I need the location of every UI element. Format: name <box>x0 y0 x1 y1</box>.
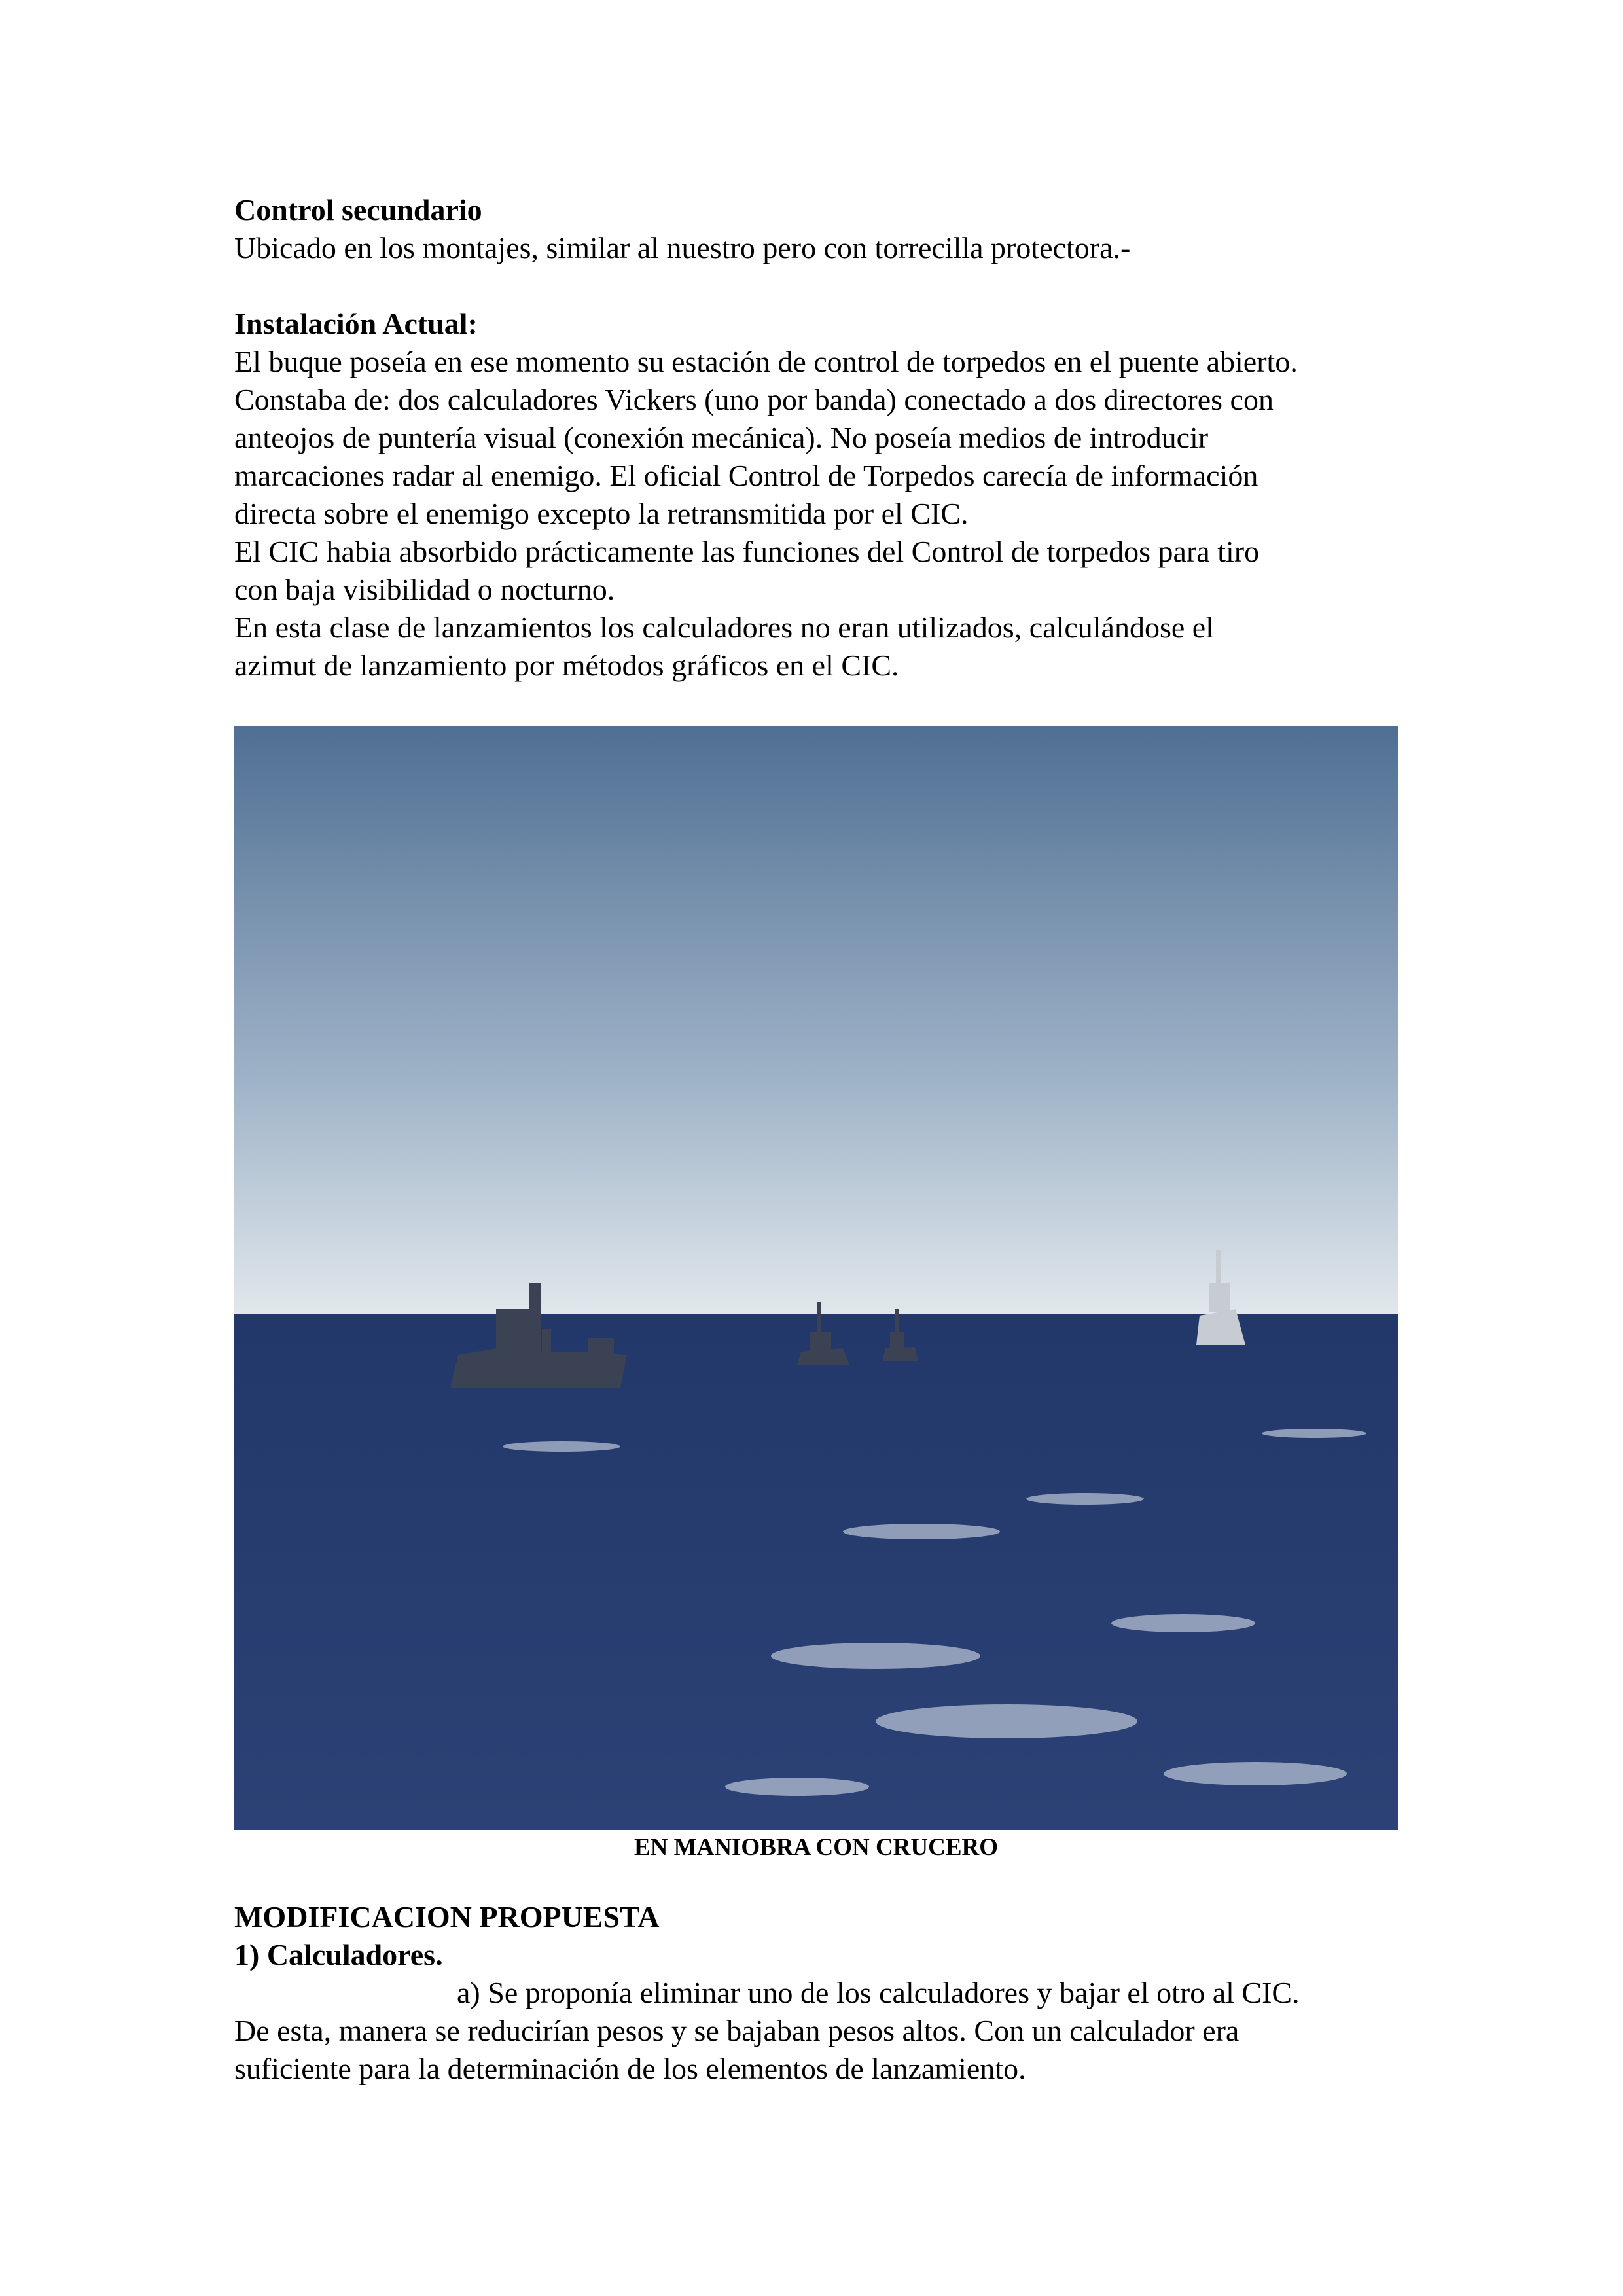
paragraph-line: En esta clase de lanzamientos los calculadores no eran utilizados, calculándose el <box>234 611 1214 644</box>
heading-modificacion-propuesta: MODIFICACION PROPUESTA <box>234 1900 660 1933</box>
paragraph-line: directa sobre el enemigo excepto la retransmitida por el CIC. <box>234 497 969 530</box>
photo-illustration <box>234 726 1398 1830</box>
sky <box>234 726 1398 1317</box>
lower-text-block <box>234 1898 1412 2088</box>
paragraph-line: a) Se proponía eliminar uno de los calculadores y bajar el otro al CIC. <box>457 1976 1300 2009</box>
sea <box>234 1314 1398 1830</box>
naval-formation-photo <box>234 726 1398 1830</box>
paragraph-line: El buque poseía en ese momento su estación de control de torpedos en el puente abierto. <box>234 345 1298 378</box>
upper-text-block <box>234 191 1412 685</box>
heading-control-secundario: Control secundario <box>234 193 482 226</box>
paragraph-line: anteojos de puntería visual (conexión mecánica). No poseía medios de introducir <box>234 421 1209 454</box>
heading-instalacion-actual: Instalación Actual: <box>234 307 478 340</box>
photo-caption: EN MANIOBRA CON CRUCERO <box>633 1834 999 1861</box>
paragraph-line: Ubicado en los montajes, similar al nuestro pero con torrecilla protectora.- <box>234 231 1131 264</box>
subheading-calculadores: 1) Calculadores. <box>234 1938 443 1971</box>
paragraph-spacer <box>234 267 1412 305</box>
paragraph-line: El CIC habia absorbido prácticamente las funciones del Control de torpedos para tiro <box>234 535 1260 568</box>
paragraph-line: con baja visibilidad o nocturno. <box>234 573 615 606</box>
paragraph-line: azimut de lanzamiento por métodos gráficos en el CIC. <box>234 649 899 682</box>
paragraph-line: suficiente para la determinación de los elementos de lanzamiento. <box>234 2052 1026 2085</box>
paragraph-line: Constaba de: dos calculadores Vickers (uno por banda) conectado a dos directores con <box>234 383 1274 416</box>
paragraph-line: De esta, manera se reducirían pesos y se bajaban pesos altos. Con un calculador era <box>234 2014 1240 2047</box>
paragraph-line: marcaciones radar al enemigo. El oficial Control de Torpedos carecía de información <box>234 459 1258 492</box>
